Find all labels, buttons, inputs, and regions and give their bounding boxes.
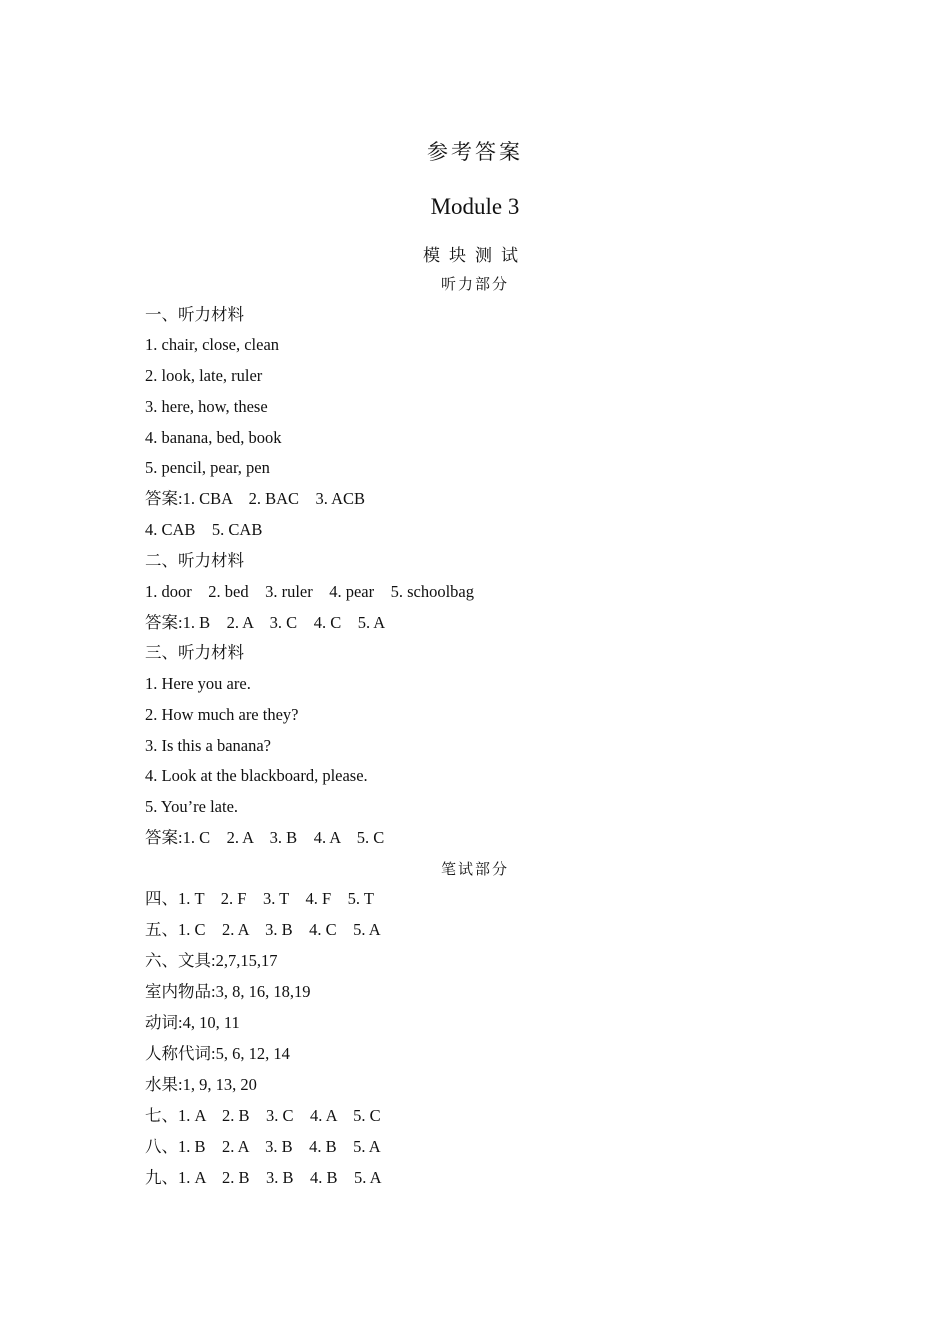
module-heading: Module 3 bbox=[430, 194, 520, 219]
answer-line: 人称代词:5, 6, 12, 14 bbox=[145, 1044, 290, 1063]
test-subtitle: 模块测试 bbox=[423, 246, 527, 265]
answer-line: 4. banana, bed, book bbox=[145, 428, 282, 447]
answer-line: 3. Is this a banana? bbox=[145, 736, 271, 755]
answer-line: 室内物品:3, 8, 16, 18,19 bbox=[145, 982, 311, 1001]
answer-line: 动词:4, 10, 11 bbox=[145, 1013, 240, 1032]
answer-line: 1. door 2. bed 3. ruler 4. pear 5. schoolbag bbox=[145, 582, 475, 601]
answer-line: 六、文具:2,7,15,17 bbox=[145, 951, 278, 970]
answer-line: 2. look, late, ruler bbox=[145, 366, 263, 385]
answer-line: 五、1. C 2. A 3. B 4. C 5. A bbox=[145, 920, 381, 939]
answer-line: 三、听力材料 bbox=[145, 643, 244, 662]
answer-line: 四、1. T 2. F 3. T 4. F 5. T bbox=[145, 889, 374, 908]
answer-line: 答案:1. C 2. A 3. B 4. A 5. C bbox=[145, 828, 385, 847]
answer-line: 5. pencil, pear, pen bbox=[145, 458, 270, 477]
answer-line: 5. You’re late. bbox=[145, 797, 239, 816]
listening-section-heading: 听力部分 bbox=[440, 277, 509, 293]
answer-line: 答案:1. B 2. A 3. C 4. C 5. A bbox=[145, 613, 386, 632]
answer-line: 1. Here you are. bbox=[145, 674, 251, 693]
answer-line: 九、1. A 2. B 3. B 4. B 5. A bbox=[145, 1168, 382, 1187]
answer-line: 2. How much are they? bbox=[145, 705, 299, 724]
writing-section-heading: 笔试部分 bbox=[440, 862, 509, 878]
answer-line: 4. Look at the blackboard, please. bbox=[145, 766, 368, 785]
answer-line: 水果:1, 9, 13, 20 bbox=[145, 1075, 257, 1094]
answer-line: 八、1. B 2. A 3. B 4. B 5. A bbox=[145, 1137, 381, 1156]
answer-line: 二、听力材料 bbox=[145, 551, 244, 570]
page-title: 参考答案 bbox=[427, 140, 523, 164]
answer-line: 4. CAB 5. CAB bbox=[145, 520, 263, 539]
answer-line: 1. chair, close, clean bbox=[145, 335, 280, 354]
answer-line: 一、听力材料 bbox=[145, 305, 244, 324]
answer-line: 3. here, how, these bbox=[145, 397, 268, 416]
answer-line: 七、1. A 2. B 3. C 4. A 5. C bbox=[145, 1106, 381, 1125]
answer-line: 答案:1. CBA 2. BAC 3. ACB bbox=[145, 489, 366, 508]
